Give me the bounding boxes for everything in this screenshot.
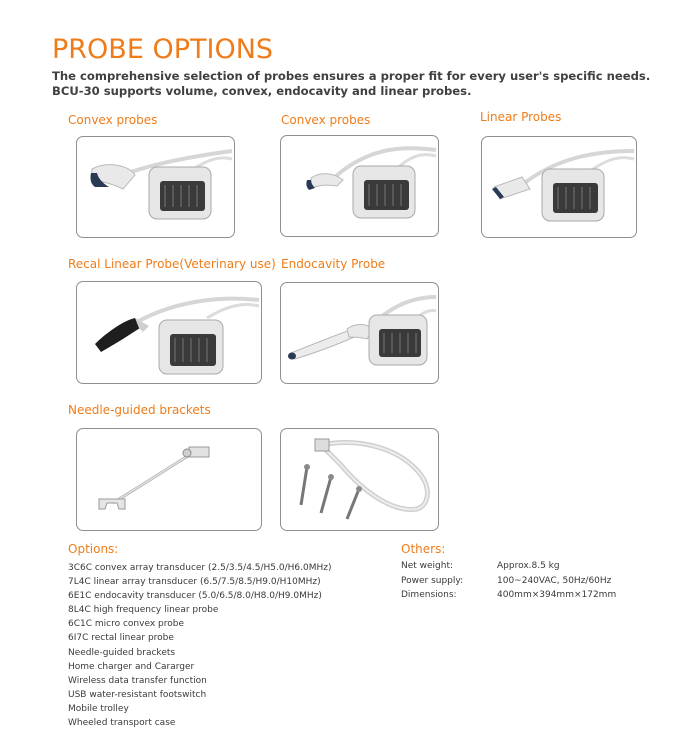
options-list: [68, 561, 332, 730]
needle-guide-bracket-image: [77, 429, 261, 530]
bracket-card-set: [280, 428, 439, 531]
list-item: 6C1C micro convex probe: [68, 619, 184, 630]
list-item: Home charger and Cararger: [68, 661, 195, 672]
spec-value-power: 100~240VAC, 50Hz/60Hz: [497, 576, 612, 586]
intro-text: [52, 69, 650, 99]
linear-probe-image: [482, 137, 636, 237]
convex-probe-image: [77, 137, 234, 237]
spec-value-dimensions: 400mm×394mm×172mm: [497, 590, 617, 600]
probe-card-micro-convex: [280, 135, 439, 237]
brackets-caption: Needle-guided brackets: [68, 403, 211, 417]
spec-label-weight: Net weight:: [401, 561, 454, 571]
list-item: 7L4C linear array transducer (6.5/7.5/8.5/H9.0/H10MHz): [68, 577, 321, 588]
list-item: Wheeled transport case: [68, 718, 176, 729]
endocavity-probe-image: [281, 283, 438, 383]
probe-caption-linear: Linear Probes: [480, 110, 562, 124]
intro-line-1: The comprehensive selection of probes ensures a proper fit for every user's specific needs.: [52, 69, 651, 83]
bracket-card-single: [76, 428, 262, 531]
probe-card-endocavity: [280, 282, 439, 384]
micro-convex-probe-image: [281, 136, 438, 236]
probe-card-rectal-linear: [76, 281, 262, 384]
list-item: USB water-resistant footswitch: [68, 689, 207, 700]
list-item: 3C6C convex array transducer (2.5/3.5/4.5/H5.0/H6.0MHz): [68, 563, 332, 573]
list-item: 6I7C rectal linear probe: [68, 633, 174, 644]
probe-caption-micro-convex: Convex probes: [281, 113, 371, 127]
probe-card-convex: [76, 136, 235, 238]
list-item: 8L4C high frequency linear probe: [68, 605, 219, 616]
probe-caption-convex: Convex probes: [68, 113, 158, 127]
spec-label-dimensions: Dimensions:: [401, 590, 457, 600]
options-heading: Options:: [68, 542, 119, 556]
rectal-linear-probe-image: [77, 282, 261, 383]
list-item: 6E1C endocavity transducer (5.0/6.5/8.0/H8.0/H9.0MHz): [68, 591, 322, 602]
intro-line-2: BCU-30 supports volume, convex, endocavity and linear probes.: [52, 84, 472, 98]
probe-card-linear: [481, 136, 637, 238]
others-heading: Others:: [401, 542, 446, 556]
list-item: Mobile trolley: [68, 703, 129, 714]
spec-label-power: Power supply:: [401, 576, 464, 586]
list-item: Needle-guided brackets: [68, 647, 176, 658]
needle-guide-bracket-set-image: [281, 429, 438, 530]
list-item: Wireless data transfer function: [68, 675, 207, 686]
probe-caption-rectal-linear: Recal Linear Probe(Veterinary use): [68, 257, 276, 271]
probe-caption-endocavity: Endocavity Probe: [281, 257, 386, 271]
spec-value-weight: Approx.8.5 kg: [497, 561, 560, 571]
page-title: PROBE OPTIONS: [52, 34, 274, 65]
